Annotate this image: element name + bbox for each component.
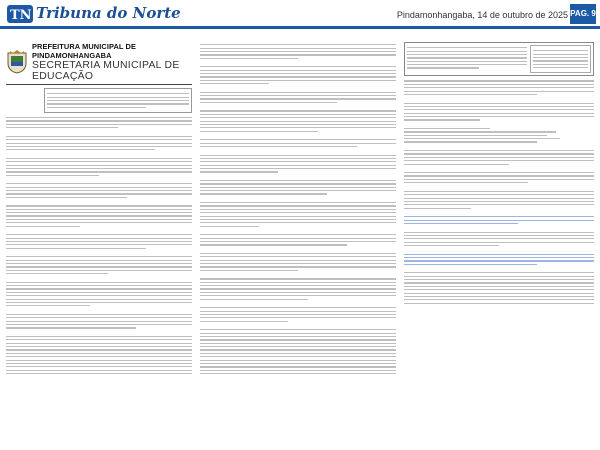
- column-3: [404, 42, 594, 446]
- inset-notice: [404, 42, 594, 76]
- newspaper-header: [0, 0, 600, 44]
- column-3-body: [404, 80, 594, 303]
- edition-date: Pindamonhangaba, 14 de outubro de 2025: [396, 10, 568, 20]
- svg-text:TN: TN: [10, 8, 32, 23]
- column-1: [6, 42, 192, 446]
- masthead-title: Tribuna do Norte: [36, 4, 181, 22]
- column-2: [200, 42, 396, 446]
- edital-summary-box: [44, 88, 192, 113]
- institution-name: PREFEITURA MUNICIPAL DE PINDAMONHANGABA: [32, 42, 136, 60]
- notice-banner: [6, 42, 192, 85]
- masthead-rule: [0, 26, 600, 29]
- inset-form-box: [530, 45, 591, 73]
- column-1-body: [6, 117, 192, 374]
- page-number-badge: PAG. 9: [570, 4, 596, 24]
- department-name: SECRETARIA MUNICIPAL DE EDUCAÇÃO: [32, 60, 180, 82]
- newspaper-logo-icon: [6, 2, 34, 26]
- municipal-crest-icon: [6, 50, 28, 74]
- column-2-body: [200, 44, 396, 374]
